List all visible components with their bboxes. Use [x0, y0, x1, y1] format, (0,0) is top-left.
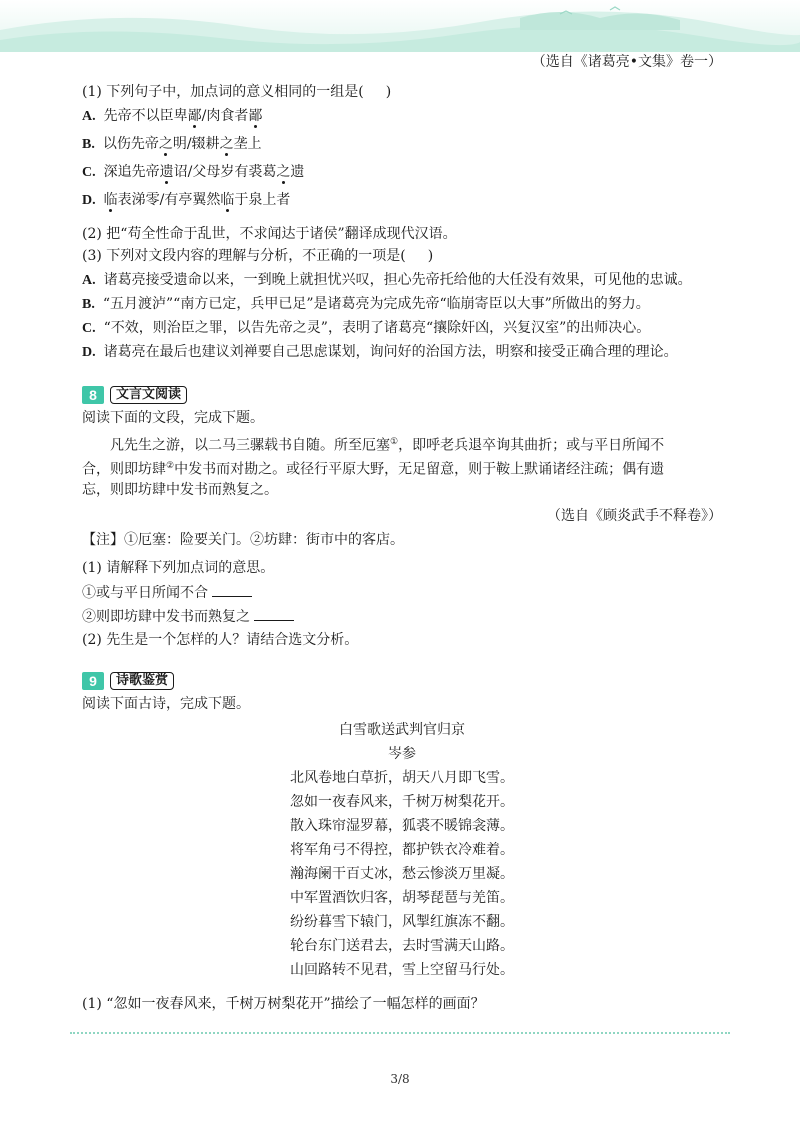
question-number-badge: 8 [82, 386, 104, 404]
dotted-word: 临 [103, 192, 118, 208]
poem-line: 忽如一夜春风来，千树万树梨花开。 [290, 794, 514, 810]
option-c: C. 深追先帝遗诏/父母岁有裘葛之遗 [82, 164, 305, 180]
poem-line: 将军角弓不得控，都护铁衣冷难着。 [290, 842, 514, 858]
dotted-word: 临 [220, 192, 235, 208]
dotted-word: 之 [158, 136, 173, 152]
poem-line: 北风卷地白草折，胡天八月即飞雪。 [290, 770, 514, 786]
poem-author: 岑参 [388, 746, 416, 762]
section-label: 诗歌鉴赏 [110, 672, 174, 690]
section-label: 文言文阅读 [110, 386, 187, 404]
question-number-badge: 9 [82, 672, 104, 690]
option-a: A. 先帝不以臣卑鄙/肉食者鄙 [82, 108, 263, 124]
q8-question-2: (2) 先生是一个怎样的人？请结合选文分析。 [82, 632, 359, 648]
option-d: D. 临表涕零/有亭翼然临于泉上者 [82, 192, 291, 208]
q3-option-b: B. “五月渡泸”“南方已定，兵甲已足”是诸葛亮为完成先帝“临崩寄臣以大事”所做出的努力。 [82, 296, 650, 312]
answer-blank[interactable] [254, 606, 294, 621]
passage-line-1: 凡先生之游，以二马三骡载书自随。所至厄塞①，即呼老兵退卒询其曲折；或与平日所闻不 [110, 437, 665, 454]
q8-subitem-2: ②则即坊肆中发书而熟复之 [82, 606, 294, 627]
answer-blank[interactable] [212, 582, 252, 597]
annotation-note: 【注】①厄塞：险要关门。②坊肆：街市中的客店。 [82, 532, 404, 548]
q9-intro: 阅读下面古诗，完成下题。 [82, 696, 250, 712]
poem-line: 中军置酒饮归客，胡琴琵琶与羌笛。 [290, 890, 514, 906]
dotted-word: 之 [276, 164, 291, 180]
poem-line: 纷纷暮雪下辕门，风掣红旗冻不翻。 [290, 914, 514, 930]
poem-line: 散入珠帘湿罗幕，狐裘不暖锦衾薄。 [290, 818, 514, 834]
source-citation-top: （选自《诸葛亮•文集》卷一） [531, 54, 722, 70]
question-8-header [82, 386, 187, 404]
dotted-word: 鄙 [248, 108, 263, 124]
q3-option-a: A. 诸葛亮接受遗命以来，一到晚上就担忧兴叹，担心先帝托给他的大任没有效果，可见他的忠诚。 [82, 272, 692, 288]
dotted-word: 之 [219, 136, 234, 152]
dotted-word: 鄙 [187, 108, 202, 124]
poem-line: 山回路转不见君，雪上空留马行处。 [290, 962, 514, 978]
question-2: (2) 把“苟全性命于乱世，不求闻达于诸侯”翻译成现代汉语。 [82, 226, 457, 242]
question-number: (1) [82, 84, 102, 100]
poem-title: 白雪歌送武判官归京 [339, 722, 465, 738]
page-number: 3/8 [390, 1072, 410, 1086]
q9-question-1: (1) “忽如一夜春风来，千树万树梨花开”描绘了一幅怎样的画面？ [82, 996, 485, 1012]
q8-intro: 阅读下面的文段，完成下题。 [82, 410, 264, 426]
footer-divider [70, 1032, 730, 1034]
source-citation: （选自《顾炎武手不释卷》） [547, 508, 722, 524]
question-3: (3) 下列对文段内容的理解与分析，不正确的一项是( ) [82, 248, 434, 264]
q3-option-d: D. 诸葛亮在最后也建议刘禅要自己思虑谋划，询问好的治国方法，明察和接受正确合理的理论。 [82, 344, 678, 360]
poem-line: 瀚海阑干百丈冰，愁云惨淡万里凝。 [290, 866, 514, 882]
question-1: (1) 下列句子中，加点词的意义相同的一组是( ) [82, 84, 392, 100]
passage-line-2: 合，则即坊肆②中发书而对勘之。或径行平原大野，无足留意，则于鞍上默诵诸经注疏；偶有遗 [82, 461, 665, 478]
dotted-word: 遗 [159, 164, 174, 180]
q8-subitem-1: ①或与平日所闻不合 [82, 582, 252, 603]
question-text: 下列句子中，加点词的意义相同的一组是( [106, 84, 364, 100]
option-b: B. 以伤先帝之明/辍耕之垄上 [82, 136, 262, 152]
question-9-header [82, 672, 174, 690]
passage-line-3: 忘，则即坊肆中发书而熟复之。 [82, 482, 278, 498]
poem-line: 轮台东门送君去，去时雪满天山路。 [290, 938, 514, 954]
q8-question-1: (1) 请解释下列加点词的意思。 [82, 560, 275, 576]
q3-option-c: C. “不效，则治臣之罪，以告先帝之灵”，表明了诸葛亮“攘除奸凶，兴复汉室”的出师决心。 [82, 320, 651, 336]
